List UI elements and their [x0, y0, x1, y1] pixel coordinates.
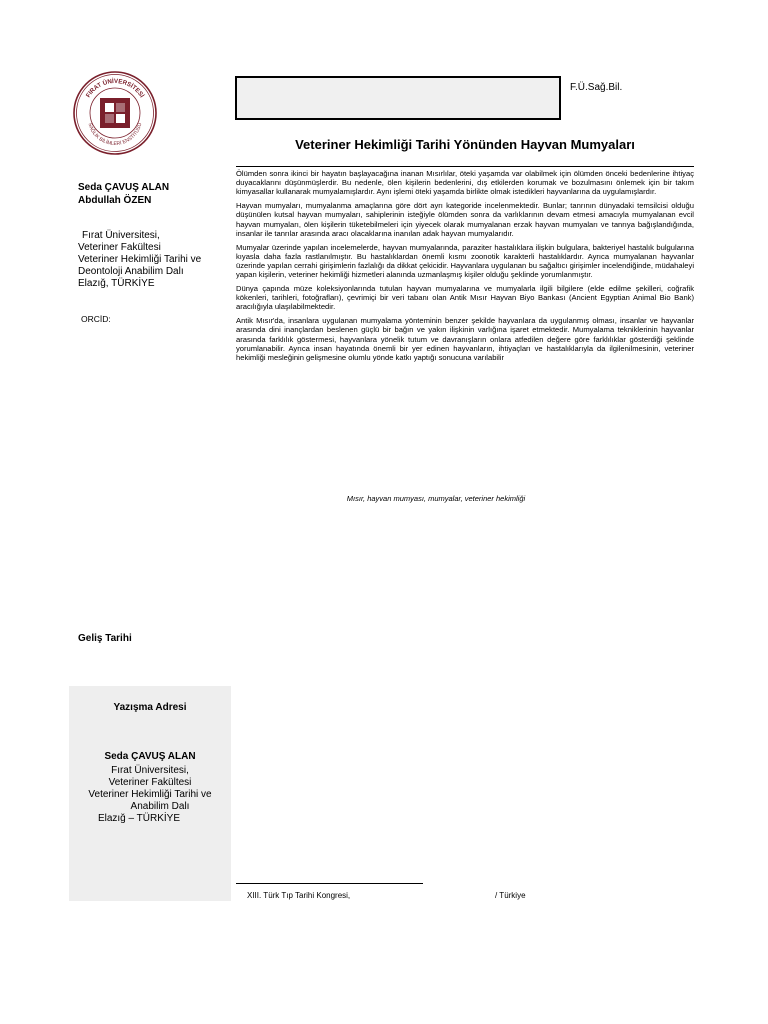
footer-country: / Türkiye [495, 891, 526, 900]
address-line: Elazığ – TÜRKİYE [97, 813, 181, 824]
affiliation-line: Elazığ, TÜRKİYE [78, 278, 155, 289]
svg-text:SAĞLIK BİLİMLERİ ENSTİTÜSÜ: SAĞLIK BİLİMLERİ ENSTİTÜSÜ [86, 122, 144, 148]
footer-congress: XIII. Türk Tıp Tarihi Kongresi, [247, 891, 351, 900]
abstract [236, 169, 694, 367]
author-name: Abdullah ÖZEN [78, 195, 152, 206]
affiliation-line: Deontoloji Anabilim Dalı [78, 266, 184, 277]
article-title: Veteriner Hekimliği Tarihi Yönünden Hayvan Mumyaları [295, 137, 635, 152]
author-name: Seda ÇAVUŞ ALAN [78, 182, 170, 193]
address-line: Fırat Üniversitesi, [111, 765, 189, 776]
correspondence-address [69, 765, 231, 825]
affiliation-line: Fırat Üniversitesi, [82, 230, 160, 241]
orcid-label: ORCİD: [81, 314, 111, 324]
address-line: Anabilim Dalı [130, 801, 190, 812]
footer-divider [236, 883, 423, 884]
address-line: Veteriner Hekimliği Tarihi ve [88, 789, 212, 800]
affiliation [78, 230, 228, 290]
abstract-paragraph: Dünya çapında müze koleksiyonlarında tutulan hayvan mumyalarına ve mumyalarla ilgili bilgilere (elde edilme şekilleri, coğrafik kökenleri, tarihleri, fotoğrafları), çevrimiçi bir veri tabanı olan Antik Mısır Hayvan Biyo Bankası (Ancient Egyptian Animal Bio Bank) aracılığıyla ulaşılabilmektedir. [236, 284, 694, 312]
author-list [78, 181, 169, 207]
address-line: Veteriner Fakültesi [108, 777, 192, 788]
keywords: Mısır, hayvan mumyası, mumyalar, veteriner hekimliği [346, 494, 526, 503]
correspondence-title: Yazışma Adresi [113, 702, 187, 713]
abstract-paragraph: Antik Mısır'da, insanlara uygulanan mumyalama yönteminin benzer şekilde hayvanlara da uygulanmış olması, insanlar ve hayvanlar arasında dini inançlardan beslenen güçlü bir bağın ve yakın ilişkinin varlığına işaret etmektedir. Mumyalama tekniklerinin hayvanlar arasında farklılık göstermesi, hayvanlara yönelik tutum ve davranışların onlara atfedilen değere göre farklılıklar gösterdiği şeklinde yorumlanabilir. Ayrıca insan hayatında önemli bir yer edinen hayvanların, ihtiyaçları ve hastalıklarıyla da ilgilenilmesinin, veteriner hekimliği mesleğinin gelişmesine olumlu yönde katkı yaptığı sonucuna varılabilir [236, 316, 694, 363]
svg-text:FIRAT ÜNİVERSİTESİ: FIRAT ÜNİVERSİTESİ [84, 77, 146, 100]
university-logo [72, 70, 158, 156]
affiliation-line: Veteriner Hekimliği Tarihi ve [78, 254, 202, 265]
abstract-paragraph: Mumyalar üzerinde yapılan incelemelerde, hayvan mumyalarında, paraziter hastalıklara ilişkin bulgulara, bakteriyel hastalık bulgularına kıyasla daha fazla rastlanılmıştır. Bu hastalıklardan önemli kısmı zoonotik karakterli hastalıklardır. Ayrıca mumyalanan hayvanlar üzerinde yapılan cerrahi girişimlerin fazlalığı da dikkat çekicidir. Hayvanlara uygulanan bu sağaltıcı girişimler incelendiğinde, müdahaleyi yapan kişilerin, veteriner hekimliği hizmetleri alanında uzmanlaşmış kişiler olduğu şeklinde yorumlanmıştır. [236, 242, 694, 280]
received-date-label: Geliş Tarihi [78, 633, 132, 644]
correspondence-name: Seda ÇAVUŞ ALAN [104, 751, 196, 762]
title-divider [236, 166, 694, 167]
affiliation-line: Veteriner Fakültesi [78, 242, 161, 253]
abstract-paragraph: Ölümden sonra ikinci bir hayatın başlayacağına inanan Mısırlılar, öteki yaşamda var olabilmek için ölümden önceki bedenlerine ihtiyaç duyacaklarını düşünmüşlerdir. Bu nedenle, ölen kişilerin bedenlerini, dış etkilerden korumak ve bozulmasını önlemek için bir takım kimyasallar kullanarak mumyalamışlardır. Aynı işlemi öteki yaşamda birlikte olmak istedikleri hayvanlarına da uygulamışlardır. [236, 169, 694, 197]
journal-header-box [235, 76, 561, 120]
abstract-paragraph: Hayvan mumyaları, mumyalanma amaçlarına göre dört ayrı kategoride incelenmektedir. Bunlar; tanrının dünyadaki temsilcisi olduğu düşünülen kutsal hayvan mumyaları, sahiplerinin isteğiyle ölümden sonra da varlıklarının devam etmesi amacıyla mumyalanan evcil hayvan mumyaları, ölen kişilerin tüketebilmeleri için yiyecek olarak mumyalanan erzak hayvan mumyaları ve tanrıya bağışlandığında, insanlar ile tanrılar arasında aracı olacaklarına inanılan adak hayvan mumyalarıdır. [236, 201, 694, 238]
journal-abbreviation: F.Ü.Sağ.Bil. [570, 82, 623, 93]
